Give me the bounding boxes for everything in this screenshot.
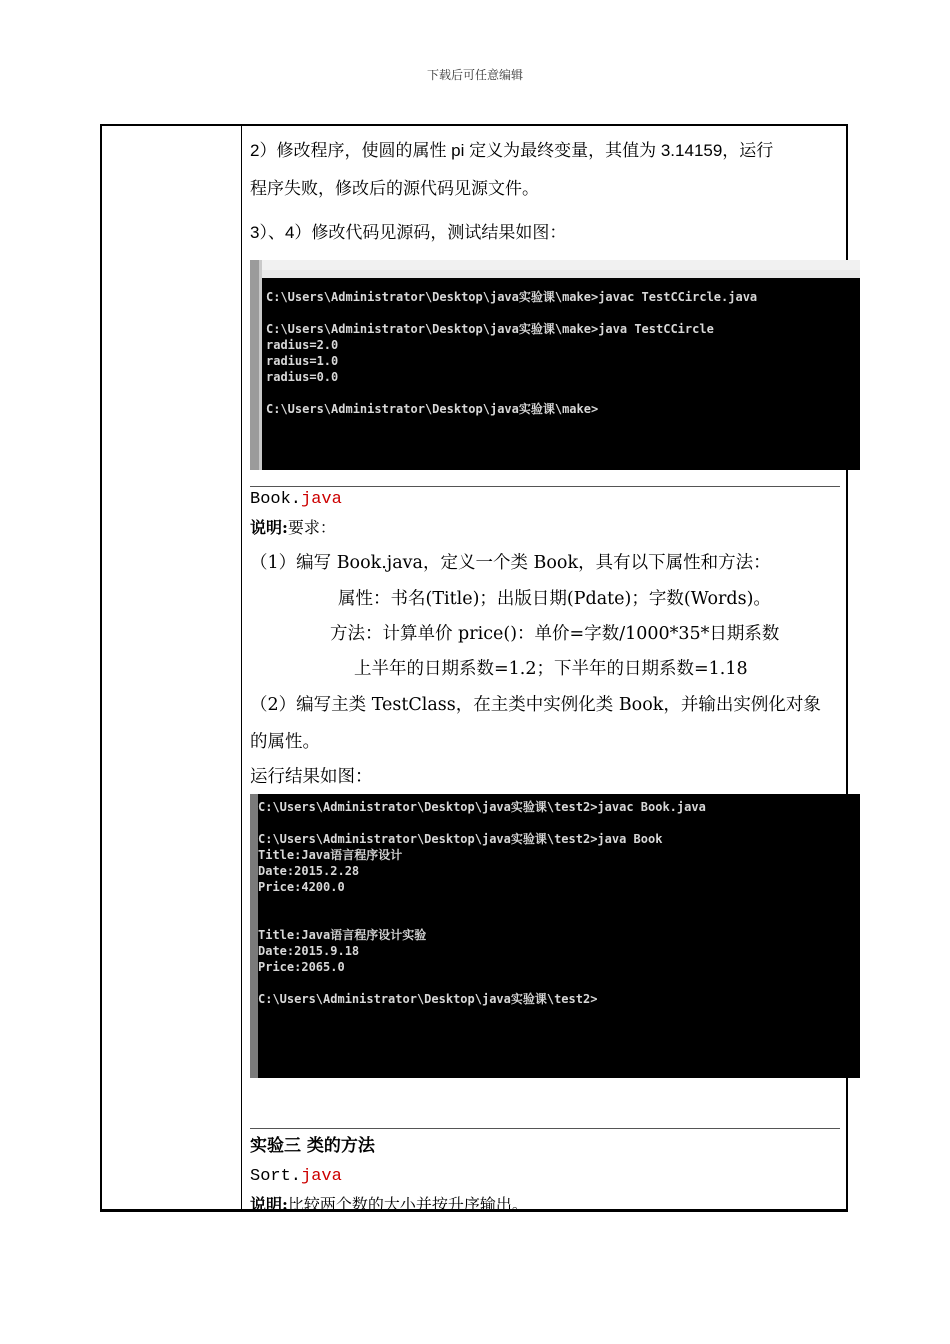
requirement-2: （2）编写主类 TestClass，在主类中实例化类 Book，并输出实例化对象 [250, 695, 821, 715]
requirement-2-cont: 的属性。 [250, 732, 320, 752]
requirement-1: （1）编写 Book.java，定义一个类 Book，具有以下属性和方法： [250, 553, 771, 573]
description-label: 说明: [250, 518, 288, 537]
filename-ext: java [301, 1167, 342, 1186]
terminal-line: C:\Users\Administrator\Desktop\java实验课\make> [266, 402, 599, 416]
terminal-line: Title:Java语言程序设计实验 [258, 928, 427, 942]
terminal-line: C:\Users\Administrator\Desktop\java实验课\test2>javac Book.java [258, 800, 706, 814]
description-text: 要求： [287, 518, 336, 537]
filename-base: Book. [250, 490, 302, 509]
terminal-line: Price:2065.0 [258, 960, 345, 974]
terminal-line: Title:Java语言程序设计 [258, 848, 403, 862]
sort-description [250, 1192, 528, 1215]
terminal-line [258, 975, 860, 991]
sort-filename [250, 1167, 342, 1186]
description-label: 说明: [250, 1195, 288, 1214]
terminal-line: C:\Users\Administrator\Desktop\java实验课\make>java TestCCircle [266, 322, 714, 336]
terminal-screenshot-1 [250, 260, 860, 470]
terminal-line [266, 385, 860, 401]
date-coefficient: 上半年的日期系数=1.2；下半年的日期系数=1.18 [354, 659, 748, 679]
book-attributes: 属性：书名(Title)；出版日期(Pdate)；字数(Words)。 [338, 589, 771, 609]
terminal-line: Date:2015.2.28 [258, 864, 360, 878]
terminal-line [258, 815, 860, 831]
terminal-line: radius=1.0 [266, 354, 339, 368]
terminal-line: Price:4200.0 [258, 880, 345, 894]
paragraph-step-2-cont: 程序失败，修改后的源代码见源文件。 [250, 179, 539, 199]
terminal-line [258, 911, 860, 927]
terminal-line: C:\Users\Administrator\Desktop\java实验课\test2>java Book [258, 832, 663, 846]
paragraph-step-3-4: 3）、4）修改代码见源码，测试结果如图： [250, 223, 567, 242]
terminal-line: radius=0.0 [266, 370, 339, 384]
section-3-title: 实验三 类的方法 [250, 1136, 375, 1156]
window-strip [262, 260, 860, 270]
terminal-output-2 [258, 794, 860, 1078]
terminal-line: C:\Users\Administrator\Desktop\java实验课\make>javac TestCCircle.java [266, 290, 758, 304]
filename-base: Sort. [250, 1167, 302, 1186]
terminal-line: Date:2015.9.18 [258, 944, 360, 958]
filename-ext: java [301, 490, 342, 509]
document-table [100, 124, 848, 1212]
terminal-output-1 [262, 278, 860, 470]
paragraph-step-2: 2）修改程序，使圆的属性 pi 定义为最终变量，其值为 3.14159，运行 [250, 141, 774, 160]
book-description [250, 515, 336, 538]
column-divider [241, 126, 242, 1209]
section-divider [250, 1128, 840, 1129]
terminal-screenshot-2 [250, 794, 860, 1078]
terminal-line: C:\Users\Administrator\Desktop\java实验课\test2> [258, 992, 598, 1006]
terminal-line [266, 305, 860, 321]
page-header: 下载后可任意编辑 [426, 68, 523, 82]
book-filename [250, 490, 342, 509]
book-methods: 方法：计算单价 price()：单价=字数/1000*35*日期系数 [330, 624, 780, 644]
result-caption: 运行结果如图： [250, 767, 373, 787]
description-text: 比较两个数的大小并按升序输出。 [287, 1195, 528, 1214]
terminal-line [258, 895, 860, 911]
terminal-line: radius=2.0 [266, 338, 339, 352]
window-edge [250, 794, 258, 1078]
section-divider [250, 486, 840, 487]
